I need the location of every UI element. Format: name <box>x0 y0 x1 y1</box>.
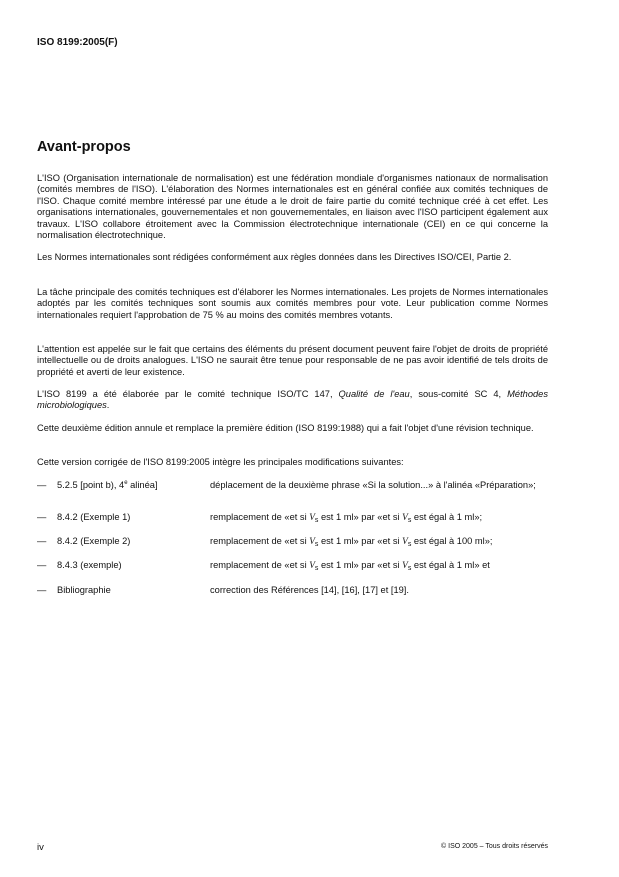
text: 5.2.5 [point b), 4 <box>57 480 125 490</box>
sub: s <box>407 517 412 524</box>
paragraph: L'ISO (Organisation internationale de normalisation) est une fédération mondiale d'organismes nationaux de normalisation (comités membres de l'ISO). L'élaboration des Normes internationales est en général confiée aux comités techniques de l'ISO. Chaque comité membre intéressé par une étude a le droit de faire partie du comité technique créé à cet effet. Les organisations internationales, gouvernementales et non gouvernementales, en liaison avec l'ISO participent également aux travaux. L'ISO collabore étroitement avec la Commission électrotechnique internationale (CEI) en ce qui concerne la normalisation électrotechnique. <box>37 173 548 241</box>
text: . <box>106 400 110 411</box>
document-header: ISO 8199:2005(F) <box>37 37 118 48</box>
list-label: 8.4.2 (Exemple 1) <box>57 512 131 522</box>
list-label: 8.4.3 (exemple) <box>57 560 122 570</box>
copyright: © ISO 2005 – Tous droits réservés <box>441 843 548 850</box>
paragraph: Cette version corrigée de l'ISO 8199:2005 intègre les principales modifications suivantes: <box>37 457 404 467</box>
text: est 1 ml» par «et si <box>318 512 403 522</box>
section-title: Avant-propos <box>37 139 131 155</box>
dash: — <box>37 536 47 546</box>
text: est égal à 1 ml» et <box>411 560 490 570</box>
list-label: Bibliographie <box>57 585 111 595</box>
var: V <box>309 561 315 571</box>
dash: — <box>37 560 47 570</box>
list-desc <box>210 560 548 572</box>
text: est égal à 100 ml»; <box>411 536 493 546</box>
text: remplacement de «et si <box>210 512 310 522</box>
paragraph: Les Normes internationales sont rédigées conformément aux règles données dans les Directives ISO/CEI, Partie 2. <box>37 252 512 262</box>
sub: s <box>407 541 412 548</box>
text: , sous-comité SC 4, <box>409 389 508 399</box>
list-desc: correction des Références [14], [16], [17] et [19]. <box>210 585 409 595</box>
list-label: 8.4.2 (Exemple 2) <box>57 536 131 546</box>
sub: s <box>407 565 412 572</box>
var: V <box>309 537 315 547</box>
superscript: e <box>124 479 128 486</box>
committee-title: Qualité de l'eau <box>338 389 410 399</box>
sub: s <box>314 517 319 524</box>
list-desc <box>210 512 548 524</box>
text: remplacement de «et si <box>210 560 310 570</box>
var: V <box>402 513 408 523</box>
dash: — <box>37 585 47 595</box>
subcommittee-title: Méthodes microbiologiques <box>37 389 549 411</box>
text: L'ISO 8199 a été élaborée par le comité technique ISO/TC 147, <box>37 389 339 399</box>
list-desc: déplacement de la deuxième phrase «Si la solution...» à l'alinéa «Préparation»; <box>210 480 536 490</box>
var: V <box>309 513 315 523</box>
paragraph: La tâche principale des comités techniques est d'élaborer les Normes internationales. Les projets de Normes internationales adoptés par les comités techniques sont soumis aux comités membres pour vote. Leur publication comme Normes internationales requiert l'approbation de 75 % au moins des comités membres votants. <box>37 287 548 320</box>
var: V <box>402 561 408 571</box>
text: est 1 ml» par «et si <box>318 536 403 546</box>
text: est 1 ml» par «et si <box>318 560 403 570</box>
paragraph <box>37 389 548 412</box>
page-number: iv <box>37 842 44 853</box>
paragraph: L'attention est appelée sur le fait que certains des éléments du présent document peuvent faire l'objet de droits de propriété intellectuelle ou de droits analogues. L'ISO ne saurait être tenue pour responsable de ne pas avoir identifié de tels droits de propriété et averti de leur existence. <box>37 344 548 377</box>
text: est égal à 1 ml»; <box>411 512 483 522</box>
var: V <box>402 537 408 547</box>
list-desc <box>210 536 548 548</box>
sub: s <box>314 541 319 548</box>
text: remplacement de «et si <box>210 536 310 546</box>
text: alinéa] <box>127 480 158 490</box>
paragraph: Cette deuxième édition annule et remplace la première édition (ISO 8199:1988) qui a fait l'objet d'une révision technique. <box>37 423 534 433</box>
list-label <box>57 480 158 491</box>
sub: s <box>314 565 319 572</box>
dash: — <box>37 480 47 490</box>
dash: — <box>37 512 47 522</box>
